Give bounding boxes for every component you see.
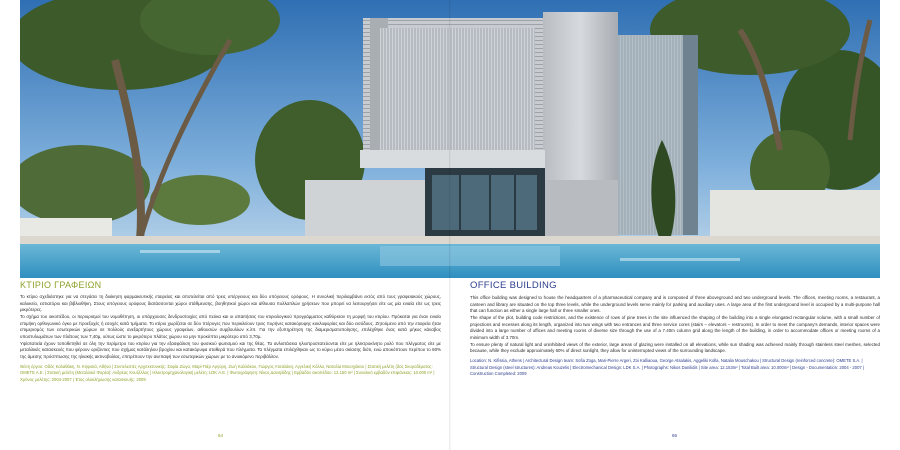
greek-heading: ΚΤΙΡΙΟ ΓΡΑΦΕΙΩΝ	[20, 280, 102, 290]
spine-shadow	[449, 0, 451, 450]
english-paragraph: To ensure plenty of natural light and uninhibited views of the exterior, large areas of glazing were installed on all elevations, while sun shading was achieved mainly through stainless steel meshes, selected because, while they exclude approximately 60% of direct sunlight, they allow for uninterrupted views of the surrounding landscape.	[470, 341, 880, 354]
greek-credits: Θέση έργου: Οδός Καλαθάκη, Ν. Κηφισιά, Αθήνα | Συντελεστές Αρχιτεκτονικής: Σοφία Ζώγα, Μαρί-Πιέρ Αργύρη, Ζωή Καλλάκου, Γιώργος Ατσαλάκη, Αγγελική Κόλλα, Ναταλία Μουσχάκου | Στατική μελέτη (δος Σκυροδέματος: ΟΜΕΤΕ Α.Ε. | Στατική μελέτη (Μεταλλικό Φορέα): Ανδρέας Κουζέλλας | Ηλεκτρομηχανολογική μελέτη: LDK Α.Ε. | Φωτογράφηση: Νίκος Δανιηλίδης | Εμβαδόν οικοπέδου: 12.150 m² | Συνολικό εμβαδόν επιφάνειας: 10.000 m² | Χρόνος μελέτης: 2004-2007 | Έτος ολοκλήρωσης κατασκευής: 2009	[20, 363, 435, 382]
page-number-left: 64	[218, 433, 224, 438]
english-credits: Location: N. Kifissia, Athens | Architectural Design team: Sofia Zoga, Mari-Pierre Argeri, Zoi Kalliaoua, George Atsalakis, Aggeliki Kolla, Natalia Mouschakou | Structural Design (reinforced concrete): OMETE S.A. | Structural Design (steel structures): Andreas Kouzelis | Electromechanical Design: LDK S.A. | Photographs: Nikos Danilidis | Site area: 12.153m² | Total Built area: 10.000m² | Design - Documentation: 2004 - 2007 | Construction Completed: 2009	[470, 358, 864, 377]
english-text-column	[470, 280, 880, 440]
english-paragraph: This office building was designed to house the headquarters of a pharmaceutical company and is composed of three aboveground and two underground levels. The offices, meeting rooms, a restaurant, a canteen and library are situated on the top three levels, while the underground levels serve mainly for parking and auxiliary uses. A large area of the first underground level is occupied by a multi-purpose hall that can function as either a single large hall or three smaller ones.	[470, 295, 880, 314]
english-heading: OFFICE BUILDING	[470, 280, 557, 291]
greek-paragraph: Το κτίριο σχεδιάστηκε για να στεγάσει τη διοίκηση φαρμακευτικής εταιρείας και αποτελείται από τρεις υπέργειους και δύο υπόγειους ορόφους. Η συνολική περιλαμβάνει εκτός από τους γραφειακούς χώρους, καλυκείο, εστιατόριο και βιβλιοθήκη. Στους υπόγειους ορόφους διατάσσονται χώροι στάθμευσης, βοηθητικοί χώροι και αίθουσα πολλαπλών χρήσεων που μπορεί να λειτουργήσει είτε ως μία ενιαία είτε ως τρεις μικρότερες.	[20, 294, 441, 313]
greek-paragraph: Το σχήμα του οικοπέδου, οι περιορισμοί του νομοθέτηση, οι υπάρχουσες δενδροστοιχίες από πεύκα και οι απαιτήσεις του κτιριολογικού προγράμματος καθόρισαν τη μορφή του κτιρίου. Πρόκειται για έναν ενιαίο επιμήκη ορθογωνικό όγκο με προεξοχές ή εσοχές κατά τμήματα. Το κτίριο χωρίζεται σε δύο πτέρυγες που περικλείουν τρεις πυρήνες κατακόρυφης κυκλοφορίας και δύο εισόδους. Ζητούμενο από την εταιρεία ήταν επιμερισμός των εσωτερικών χώρων σε πολλούς ανεξαρτήτους χώρους γραφείων, αιθουσών συμβουλίων κ.λπ. Για την εξυπηρέτηση της διαμερισματοποίησης, επιλέχθηκε ένας κατά μήκος κάναβος υποστυλωμάτων των πλάτους των 7,40μ, ούτως ώστε το μικρότερο πλάτος χώρου να μην προκύπτει μικρότερο από 3,70μ.	[20, 314, 441, 340]
greek-paragraph: Υψίστατιεία έχουν τοποθετηθεί σε όλη την περίμετρο του κτιρίου για την εξασφάλιση του φυσικού φωτισμού και της θέας. Τα ανλιστάσεια ηλιοπροστατεύονται είτε με ηλεκτροκίνητο ρολό που πλέγματος είτε με μεταλλικές κατασκευές που φέρουν οριζόντιες που σχήμας κατάληλου βροχίου και κατακόρυφα σταθερά που πλέγματα. Τα πλέγματα επιλέχθηκαν ως το κύριο μέσο σκίασης διότι, ενώ αποκόπτουν περίπου το 60% της άμεσης πρόσπτωσης της ηλιακής ακτινοβολίας, επιτρέπουν την ανεπαφή των εσωτερικών χώρων με το ανοικόμενο περιβάλλον.	[20, 340, 441, 360]
page-number-right: 65	[672, 433, 678, 438]
english-body	[470, 295, 880, 355]
english-paragraph: The shape of the plot, building code restrictions, and the existence of rows of pine trees in the site influenced the shaping of the building into a single elongated rectangular volume, with a small number of projections and recesses along its length, organized into two wings with two entrances and three service cores (stairs – elevators – restrooms). In order to meet the company's demands, interior spaces were divided into a large number of offices and meeting rooms of diverse size through the use of a 7.40m column grid along the length of the building, in order to accommodate offices or meeting rooms of a minimum width of 3.70m.	[470, 315, 880, 341]
greek-body	[20, 294, 441, 361]
greek-text-column	[20, 280, 441, 440]
